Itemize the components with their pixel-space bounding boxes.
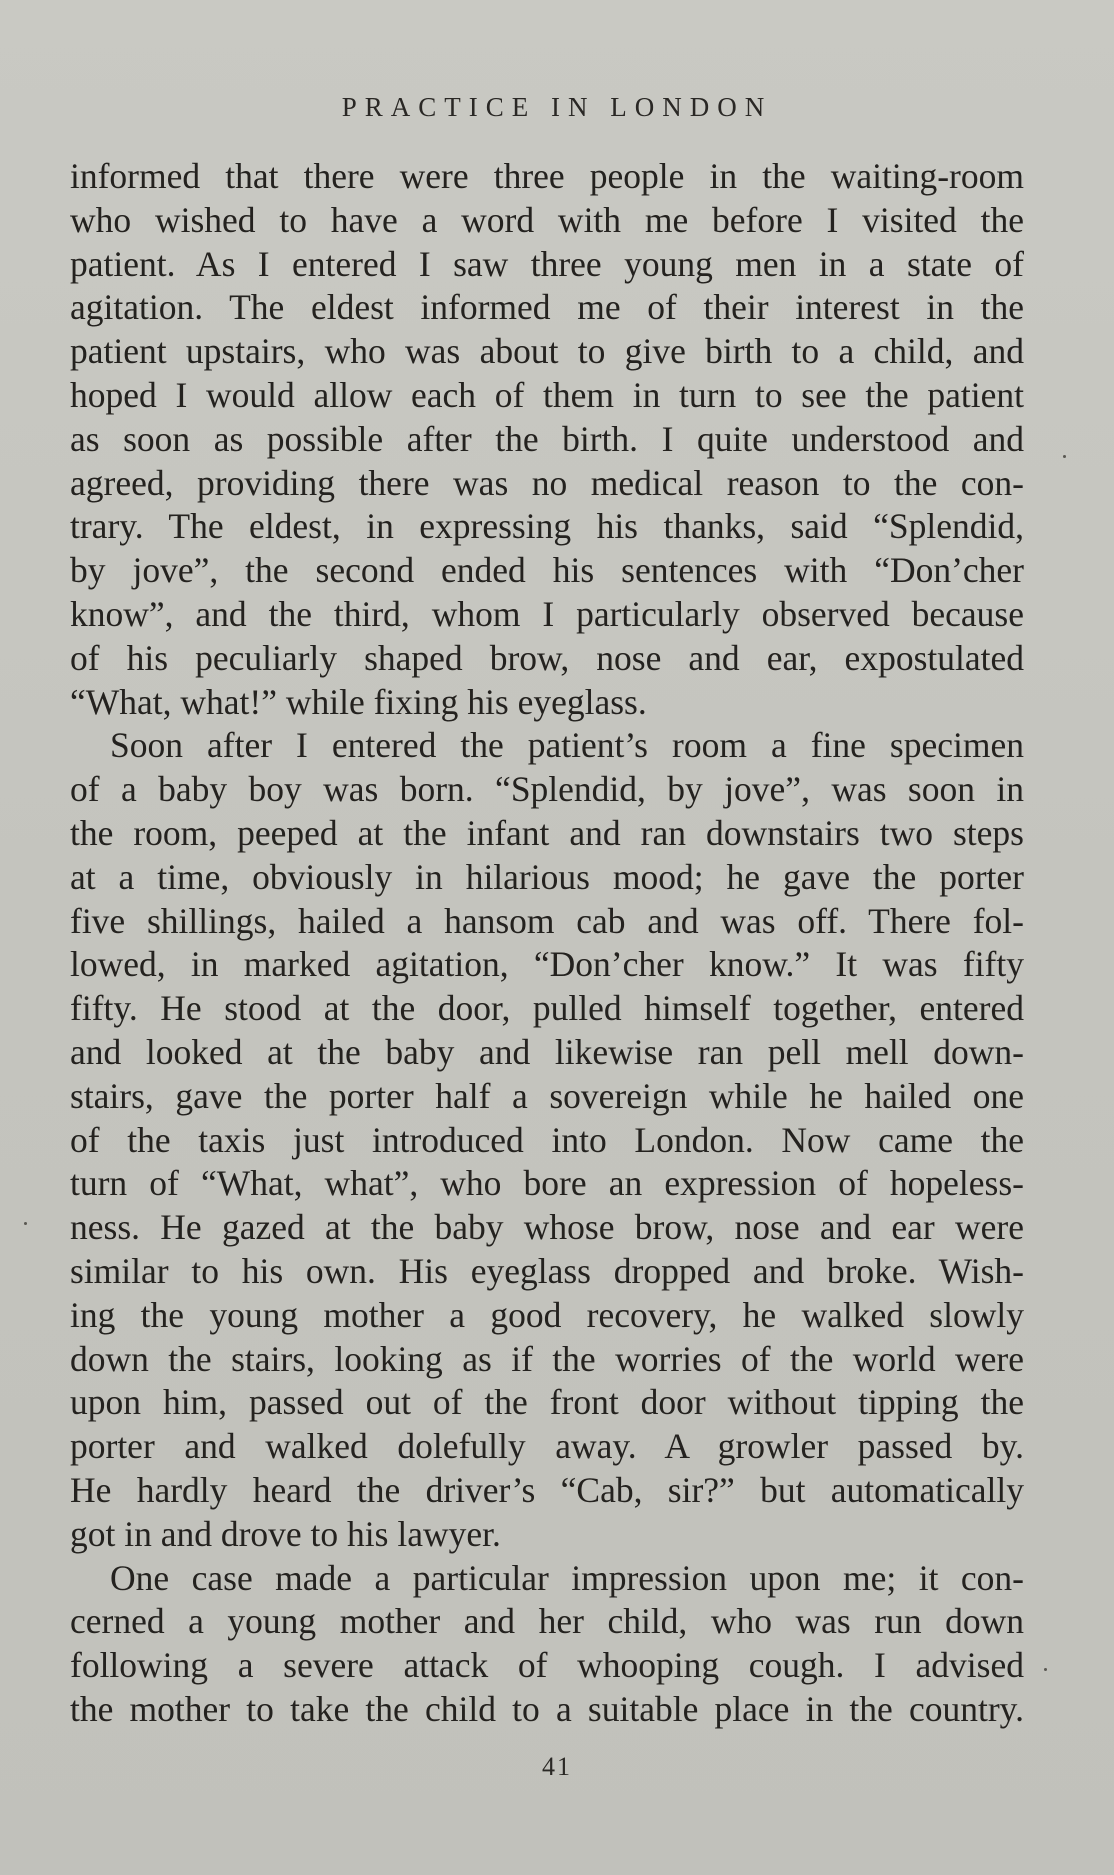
paper-speck — [1044, 1668, 1047, 1671]
text-line: agitation. The eldest informed me of their interest in the — [70, 287, 1024, 328]
text-line: the room, peeped at the infant and ran downstairs two steps — [70, 812, 1024, 853]
text-line: He hardly heard the driver’s “Cab, sir?” but automatically — [70, 1469, 1024, 1510]
text-line: informed that there were three people in the waiting-room — [70, 156, 1024, 196]
text-line: as soon as possible after the birth. I quite understood and — [70, 418, 1024, 459]
text-line: following a severe attack of whooping cough. I advised — [70, 1645, 1024, 1686]
text-line: who wished to have a word with me before I visited the — [70, 199, 1024, 240]
paragraph-start-line: Soon after I entered the patient’s room a fine specimen — [110, 725, 1024, 766]
paragraph-start-line: One case made a particular impression upon me; it con- — [110, 1557, 1024, 1598]
text-line: cerned a young mother and her child, who was run down — [70, 1601, 1024, 1642]
paper-speck — [1063, 455, 1066, 458]
running-head: PRACTICE IN LONDON — [341, 92, 773, 122]
text-line: hoped I would allow each of them in turn to see the patient — [70, 374, 1024, 415]
text-line: upon him, passed out of the front door without tipping the — [70, 1382, 1024, 1423]
text-line: stairs, gave the porter half a sovereign while he hailed one — [70, 1075, 1024, 1116]
text-line: of his peculiarly shaped brow, nose and ear, expostulated — [70, 637, 1024, 678]
paragraph-end-line: “What, what!” while fixing his eyeglass. — [70, 681, 647, 722]
text-line: porter and walked dolefully away. A growler passed by. — [70, 1426, 1024, 1467]
text-line: patient. As I entered I saw three young men in a state of — [70, 243, 1024, 284]
text-line: down the stairs, looking as if the worries of the world were — [70, 1338, 1024, 1379]
text-line: patient upstairs, who was about to give birth to a child, and — [70, 331, 1024, 372]
text-line: lowed, in marked agitation, “Don’cher know.” It was fifty — [70, 944, 1024, 985]
text-line: know”, and the third, whom I particularly observed because — [70, 593, 1024, 634]
text-line: turn of “What, what”, who bore an expression of hopeless- — [70, 1163, 1024, 1204]
text-line: agreed, providing there was no medical reason to the con- — [70, 462, 1024, 503]
text-line: of a baby boy was born. “Splendid, by jove”, was soon in — [70, 769, 1024, 810]
text-line: of the taxis just introduced into London. Now came the — [70, 1119, 1024, 1160]
text-line: fifty. He stood at the door, pulled himself together, entered — [70, 988, 1024, 1029]
body-text — [70, 155, 1024, 1732]
text-line: ness. He gazed at the baby whose brow, nose and ear were — [70, 1207, 1024, 1248]
text-line: at a time, obviously in hilarious mood; he gave the porter — [70, 856, 1024, 897]
text-line: five shillings, hailed a hansom cab and was off. There fol- — [70, 900, 1024, 941]
text-line: trary. The eldest, in expressing his thanks, said “Splendid, — [70, 506, 1024, 547]
text-line: the mother to take the child to a suitable place in the country. — [70, 1688, 1024, 1729]
text-line: by jove”, the second ended his sentences with “Don’cher — [70, 550, 1024, 591]
paper-speck — [24, 1222, 27, 1225]
text-line: similar to his own. His eyeglass dropped and broke. Wish- — [70, 1250, 1024, 1291]
text-line: and looked at the baby and likewise ran pell mell down- — [70, 1031, 1024, 1072]
text-line: ing the young mother a good recovery, he walked slowly — [70, 1294, 1024, 1335]
page-number: 41 — [542, 1752, 572, 1781]
paragraph-end-line: got in and drove to his lawyer. — [70, 1513, 501, 1554]
